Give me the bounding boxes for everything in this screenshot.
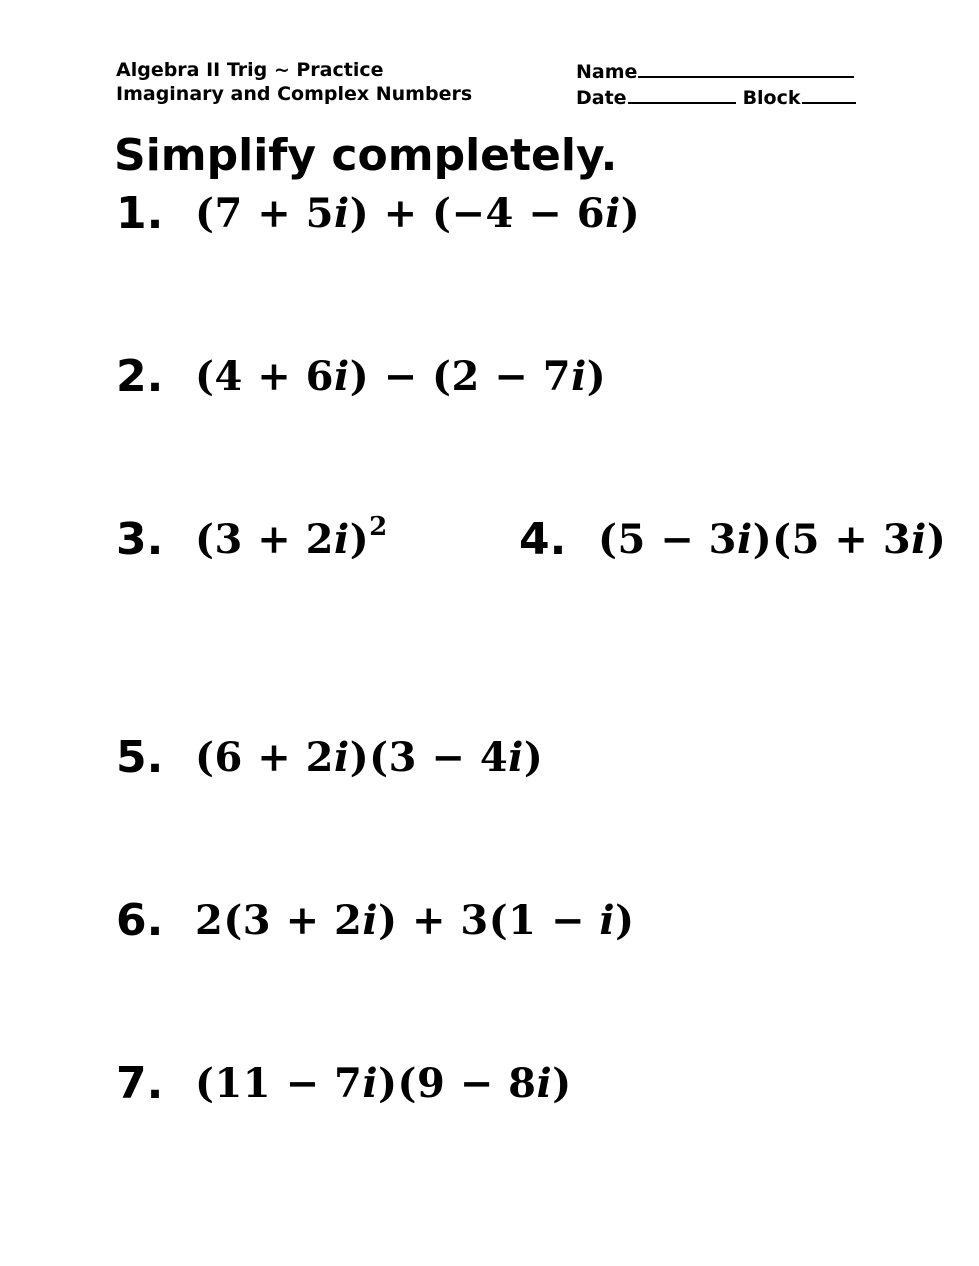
problem-exponent: 2	[369, 511, 388, 542]
block-blank-line	[802, 84, 856, 104]
problem-number: 3.	[116, 514, 164, 565]
problem-number: 6.	[116, 895, 164, 946]
block-label: Block	[742, 87, 801, 109]
date-blank-line	[628, 84, 736, 104]
header-student-fields	[576, 58, 856, 110]
problem-expression: 2(3 + 2i) + 3(1 − i)	[195, 897, 635, 944]
problem-expression: (11 − 7i)(9 − 8i)	[195, 1060, 572, 1107]
name-blank-line	[638, 58, 854, 78]
problem-base: (3 + 2i)	[195, 516, 370, 563]
date-block-field	[576, 84, 856, 110]
problem-expression: (4 + 6i) − (2 − 7i)	[195, 353, 607, 400]
topic-title: Imaginary and Complex Numbers	[116, 83, 473, 105]
header-course-info	[116, 58, 472, 106]
problem-expression: (5 − 3i)(5 + 3i)	[598, 516, 947, 563]
problem-number: 2.	[116, 351, 164, 402]
name-label: Name	[576, 61, 638, 83]
problem-number: 4.	[519, 514, 567, 565]
date-label: Date	[576, 87, 627, 109]
course-title: Algebra II Trig ~ Practice	[116, 59, 384, 81]
problem-expression: (7 + 5i) + (−4 − 6i)	[195, 190, 641, 237]
problem-number: 7.	[116, 1058, 164, 1109]
problem-expression	[195, 512, 388, 568]
problem-expression: (6 + 2i)(3 − 4i)	[195, 734, 544, 781]
name-field	[576, 58, 856, 84]
problem-number: 5.	[116, 732, 164, 783]
instructions-title: Simplify completely.	[114, 130, 618, 181]
problem-number: 1.	[116, 188, 164, 239]
